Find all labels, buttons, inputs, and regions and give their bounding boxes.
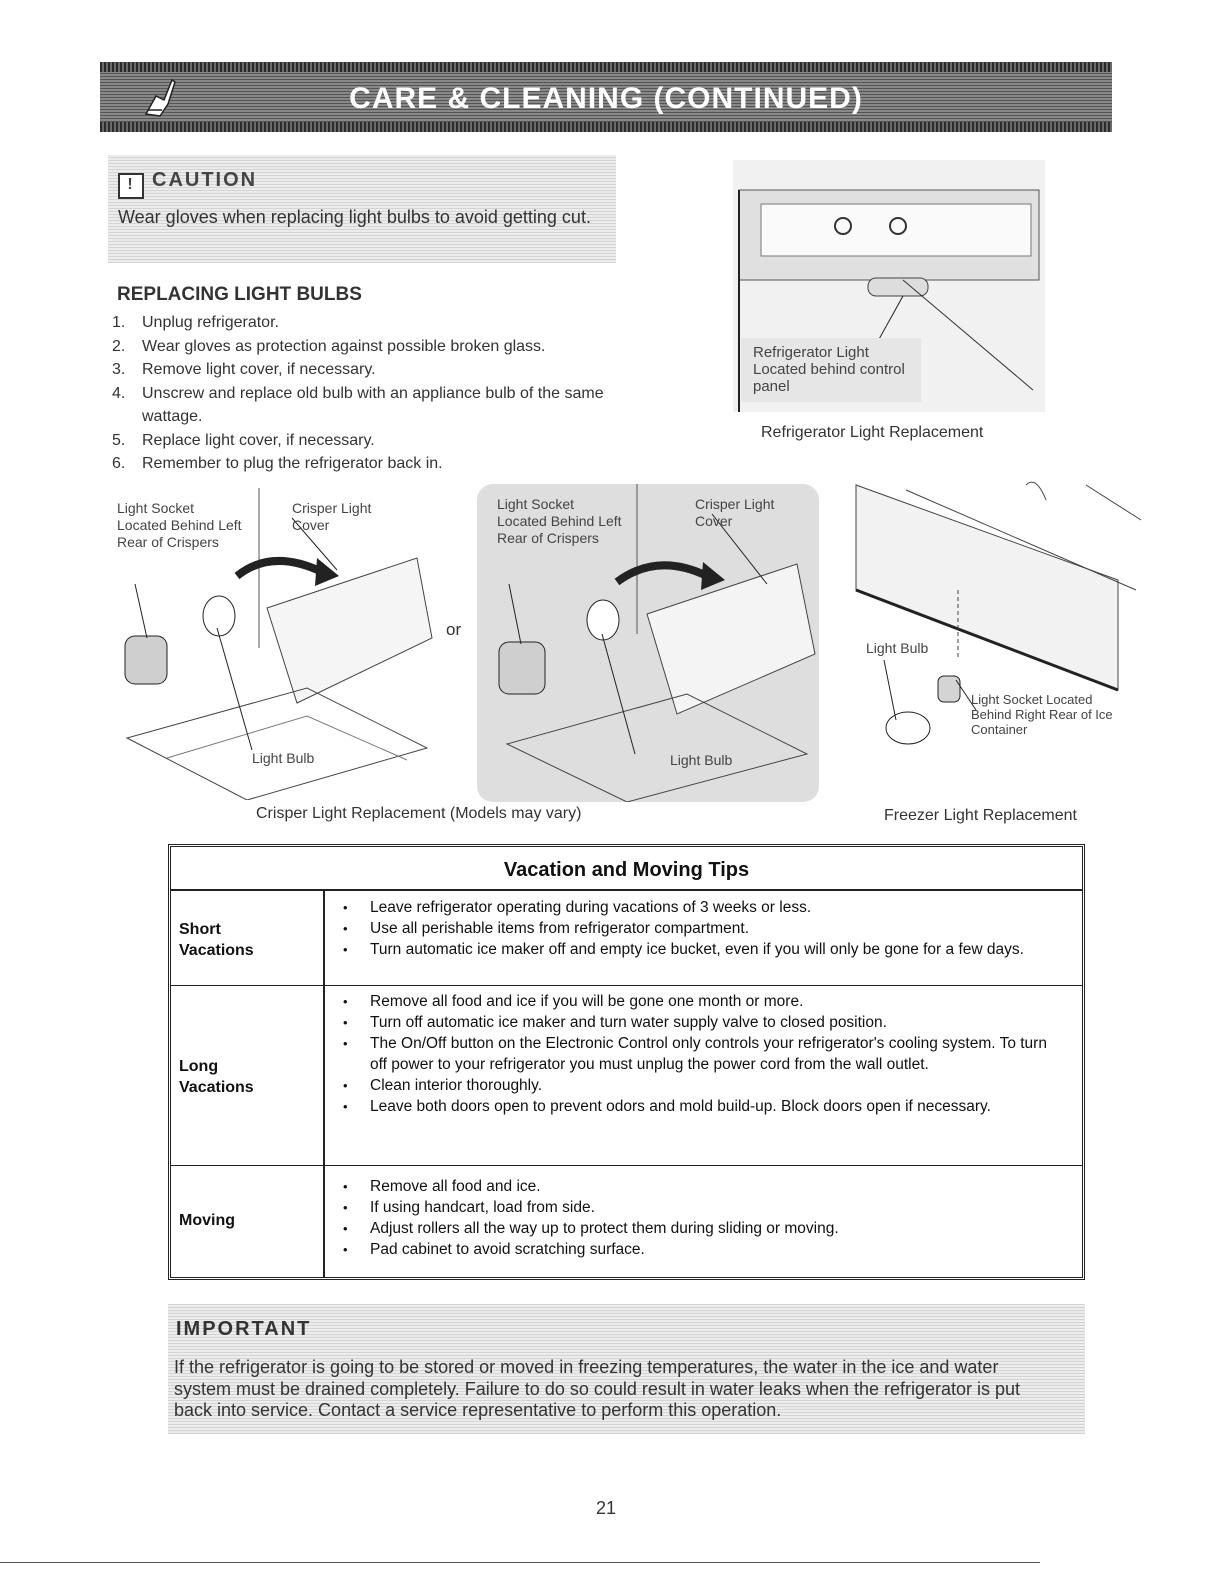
list-item: • Adjust rollers all the way up to protect them during sliding or moving. <box>343 1218 1062 1239</box>
row-label: Moving <box>179 1212 235 1229</box>
step-item: 5. Replace light cover, if necessary. <box>112 431 375 449</box>
steps-list <box>112 311 632 476</box>
list-item: • Clean interior thoroughly. <box>343 1075 1062 1096</box>
bottom-rule <box>0 1562 1040 1563</box>
light-bulb-label: Light Bulb <box>866 640 929 656</box>
tips-title: Vacation and Moving Tips <box>503 859 750 881</box>
important-box <box>168 1304 1085 1434</box>
list-item: • If using handcart, load from side. <box>343 1197 1062 1218</box>
section-banner <box>100 62 1112 132</box>
crisper-cover-label: Crisper Light Cover <box>695 496 775 529</box>
row-label: Short Vacations <box>179 921 254 959</box>
freezer-light-caption: Freezer Light Replacement <box>884 807 1077 824</box>
refrigerator-light-figure <box>733 160 1045 412</box>
crisper-light-figure-left <box>107 488 437 800</box>
step-item: 3. Remove light cover, if necessary. <box>112 361 376 378</box>
page-number: 21 <box>596 1498 617 1518</box>
step-item: 4. Unscrew and replace old bulb with an appliance bulb of the same wattage. <box>112 384 604 425</box>
crisper-cover-label: Crisper Light Cover <box>292 500 372 533</box>
list-item: • Use all perishable items from refrigerator compartment. <box>343 918 1062 939</box>
or-text: or <box>446 620 462 639</box>
light-bulb-label: Light Bulb <box>670 752 733 768</box>
important-text: If the refrigerator is going to be stored or moved in freezing temperatures, the water in the ice and water system must be drained completely. Failure to do so could result in water leaks when the refrigerator is put back into service. Contact a service representative to perform this operation. <box>174 1357 1021 1420</box>
list-item: • Leave refrigerator operating during vacations of 3 weeks or less. <box>343 897 1062 918</box>
list-item: • Pad cabinet to avoid scratching surface. <box>343 1239 1062 1260</box>
crisper-light-figure-right <box>477 484 819 802</box>
caution-box <box>108 155 616 263</box>
refrigerator-light-label: Refrigerator Light Located behind control panel <box>753 344 905 395</box>
refrigerator-light-caption: Refrigerator Light Replacement <box>761 424 984 441</box>
light-socket-label: Light Socket Located Behind Left Rear of Crispers <box>497 496 622 546</box>
replacing-heading: REPLACING LIGHT BULBS <box>117 284 362 305</box>
table-row <box>171 986 1082 1166</box>
freezer-light-figure <box>846 480 1146 780</box>
step-item: 6. Remember to plug the refrigerator back in. <box>112 455 443 472</box>
row-label: Long Vacations <box>179 1058 254 1096</box>
vacation-moving-tips-table <box>168 844 1085 1280</box>
caution-text: Wear gloves when replacing light bulbs to avoid getting cut. <box>118 207 591 227</box>
row-items <box>343 1176 1062 1260</box>
warning-icon: ! <box>118 173 144 199</box>
list-item: • Turn off automatic ice maker and turn water supply valve to closed position. <box>343 1012 1062 1033</box>
row-items <box>343 991 1062 1117</box>
list-item: • Remove all food and ice if you will be gone one month or more. <box>343 991 1062 1012</box>
caution-label: CAUTION <box>152 169 258 191</box>
row-items <box>343 897 1062 960</box>
list-item: • The On/Off button on the Electronic Control only controls your refrigerator's cooling system. To turn off power to your refrigerator you must unplug the power cord from the wall outlet. <box>343 1033 1062 1075</box>
section-title: CARE & CLEANING (CONTINUED) <box>349 82 863 115</box>
step-item: 1. Unplug refrigerator. <box>112 314 279 331</box>
list-item: • Leave both doors open to prevent odors and mold build-up. Block doors open if necessary. <box>343 1096 1062 1117</box>
light-socket-label: Light Socket Located Behind Left Rear of Crispers <box>117 500 242 550</box>
list-item: • Remove all food and ice. <box>343 1176 1062 1197</box>
important-heading: IMPORTANT <box>176 1318 312 1340</box>
light-socket-label: Light Socket Located Behind Right Rear of Ice Container <box>971 692 1113 737</box>
table-row <box>171 891 1082 986</box>
step-item: 2. Wear gloves as protection against possible broken glass. <box>112 337 546 355</box>
list-item: • Turn automatic ice maker off and empty ice bucket, even if you will only be gone for a few days. <box>343 939 1062 960</box>
table-row <box>171 1166 1082 1277</box>
caution-heading <box>118 169 257 199</box>
crisper-light-caption: Crisper Light Replacement (Models may vary) <box>256 805 582 822</box>
light-bulb-label: Light Bulb <box>252 750 315 766</box>
